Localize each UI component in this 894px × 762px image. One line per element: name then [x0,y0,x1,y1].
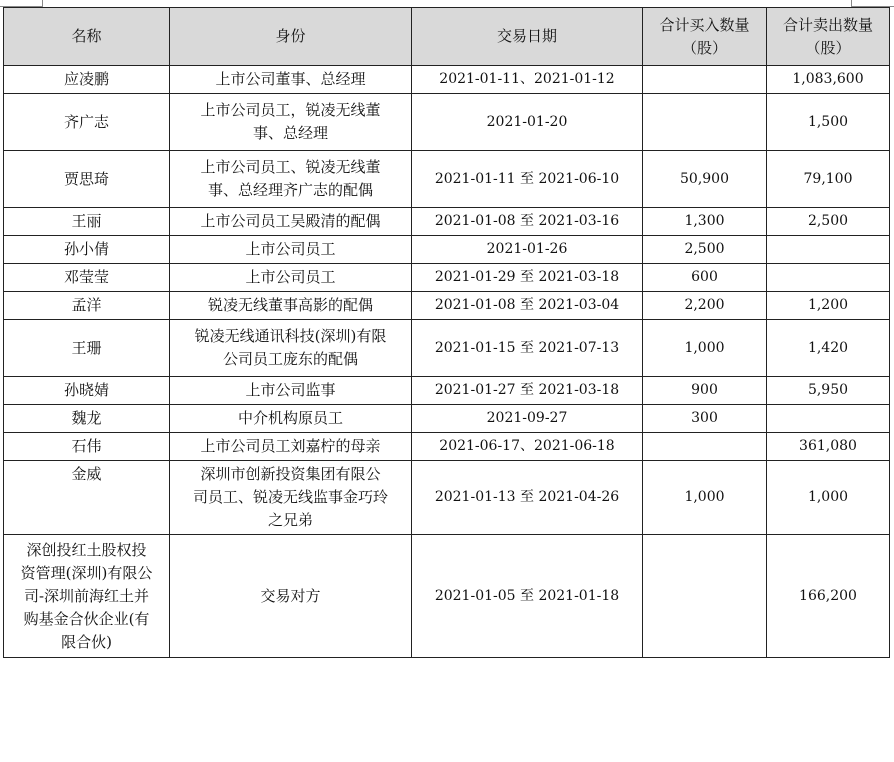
cell-date: 2021-09-27 [412,405,643,433]
table-row [4,208,890,236]
cell-buy: 2,200 [643,292,767,320]
cell-sell: 1,000 [767,461,890,535]
table-row [4,292,890,320]
cell-date: 2021-01-20 [412,94,643,151]
cell-date: 2021-01-11、2021-01-12 [412,66,643,94]
header-name: 名称 [4,8,170,66]
cell-sell: 5,950 [767,377,890,405]
cell-buy: 50,900 [643,151,767,208]
cell-name: 孙晓婧 [4,377,170,405]
header-trade-date: 交易日期 [412,8,643,66]
cell-sell: 1,420 [767,320,890,377]
cell-identity: 深圳市创新投资集团有限公 司员工、锐凌无线监事金巧玲 之兄弟 [170,461,412,535]
cell-sell [767,264,890,292]
cell-buy: 600 [643,264,767,292]
cell-identity: 上市公司员工，锐凌无线董 事、总经理 [170,94,412,151]
cell-sell: 1,200 [767,292,890,320]
cell-date: 2021-01-11 至 2021-06-10 [412,151,643,208]
cell-identity: 上市公司员工 [170,236,412,264]
cell-date: 2021-01-08 至 2021-03-04 [412,292,643,320]
cell-sell [767,405,890,433]
cell-sell [767,236,890,264]
cell-sell: 79,100 [767,151,890,208]
insider-trading-table [3,7,890,658]
cell-date: 2021-01-13 至 2021-04-26 [412,461,643,535]
cell-name: 贾思琦 [4,151,170,208]
header-total-sell: 合计卖出数量 （股） [767,8,890,66]
cell-name: 应凌鹏 [4,66,170,94]
cell-date: 2021-01-26 [412,236,643,264]
page-mark-left [0,0,43,7]
table-row [4,236,890,264]
cell-sell: 361,080 [767,433,890,461]
cell-identity: 上市公司员工刘嘉柠的母亲 [170,433,412,461]
table-row [4,433,890,461]
cell-date: 2021-01-05 至 2021-01-18 [412,535,643,658]
table-row [4,535,890,658]
cell-sell: 1,500 [767,94,890,151]
cell-date: 2021-06-17、2021-06-18 [412,433,643,461]
cell-name: 孙小倩 [4,236,170,264]
cell-date: 2021-01-29 至 2021-03-18 [412,264,643,292]
cell-name: 深创投红土股权投 资管理(深圳)有限公 司-深圳前海红土并 购基金合伙企业(有 限合伙) [4,535,170,658]
cell-identity: 上市公司员工吴殿清的配偶 [170,208,412,236]
cell-buy: 1,300 [643,208,767,236]
cell-identity: 中介机构原员工 [170,405,412,433]
header-total-buy: 合计买入数量 （股） [643,8,767,66]
cell-buy [643,433,767,461]
table-row [4,264,890,292]
cell-identity: 上市公司员工 [170,264,412,292]
cell-sell: 1,083,600 [767,66,890,94]
cell-name: 石伟 [4,433,170,461]
table-row [4,151,890,208]
cell-name: 邓莹莹 [4,264,170,292]
cell-date: 2021-01-08 至 2021-03-16 [412,208,643,236]
page-mark-right [851,0,894,7]
cell-buy: 1,000 [643,461,767,535]
table-row [4,405,890,433]
cell-sell: 2,500 [767,208,890,236]
cell-buy: 1,000 [643,320,767,377]
cell-identity: 上市公司员工、锐凌无线董 事、总经理齐广志的配偶 [170,151,412,208]
cell-buy [643,94,767,151]
table-row [4,320,890,377]
table-row [4,94,890,151]
cell-buy: 2,500 [643,236,767,264]
cell-buy [643,535,767,658]
table-row [4,377,890,405]
cell-buy [643,66,767,94]
cell-name: 王珊 [4,320,170,377]
cell-date: 2021-01-27 至 2021-03-18 [412,377,643,405]
cell-buy: 300 [643,405,767,433]
cell-name: 魏龙 [4,405,170,433]
cell-name: 齐广志 [4,94,170,151]
cell-identity: 交易对方 [170,535,412,658]
header-identity: 身份 [170,8,412,66]
table-row [4,66,890,94]
cell-identity: 锐凌无线通讯科技(深圳)有限 公司员工庞东的配偶 [170,320,412,377]
cell-name: 金威 [4,461,170,535]
table-row [4,461,890,535]
cell-identity: 上市公司董事、总经理 [170,66,412,94]
cell-identity: 上市公司监事 [170,377,412,405]
table-header-row [4,8,890,66]
cell-date: 2021-01-15 至 2021-07-13 [412,320,643,377]
cell-name: 孟洋 [4,292,170,320]
cell-name: 王丽 [4,208,170,236]
cell-sell: 166,200 [767,535,890,658]
cell-buy: 900 [643,377,767,405]
cell-identity: 锐凌无线董事高影的配偶 [170,292,412,320]
